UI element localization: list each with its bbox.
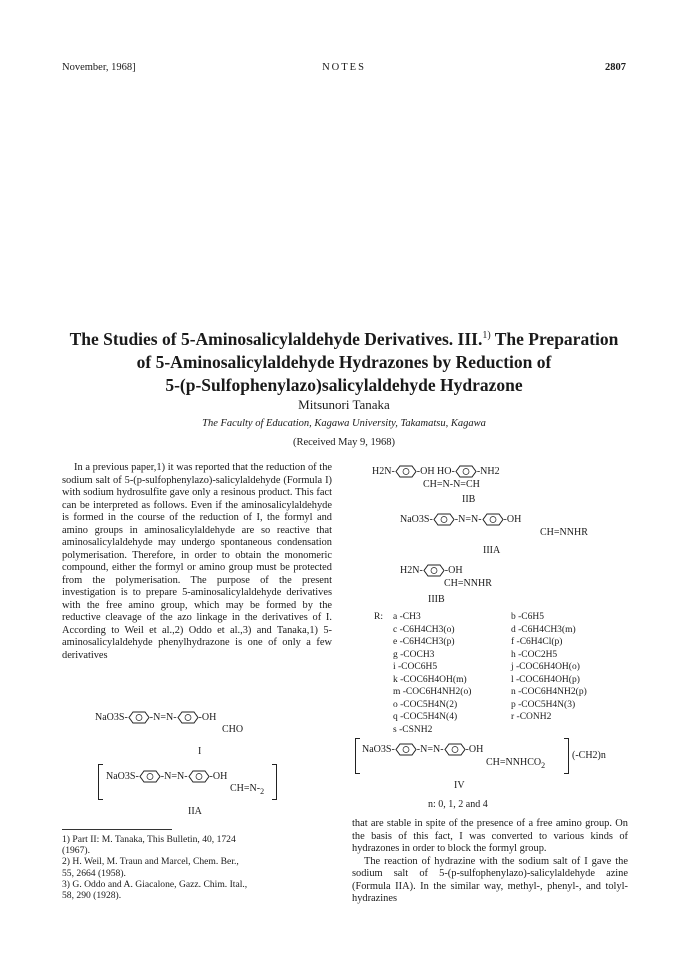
benzene-ring-icon <box>482 513 504 526</box>
benzene-ring-icon <box>433 513 455 526</box>
r-group-list-right <box>511 611 587 724</box>
formula-IIIB-label: IIIB <box>428 594 445 605</box>
formula-IV-label: IV <box>454 780 465 791</box>
author-affiliation: The Faculty of Education, Kagawa University, Takamatsu, Kagawa <box>202 418 486 429</box>
benzene-ring-icon <box>455 465 477 478</box>
article-title <box>40 324 648 397</box>
running-header-section: NOTES <box>322 62 366 73</box>
r-group-item: n -COC6H4NH2(p) <box>511 687 587 697</box>
footnote-line: 1) Part II: M. Tanaka, This Bulletin, 40, 1724 <box>62 834 236 845</box>
formula-IIIA-substituent: CH=NNHR <box>540 527 588 538</box>
formula-IIA-substituent: $CH=N-_2$ <box>230 783 265 796</box>
received-date: (Received May 9, 1968) <box>292 437 396 448</box>
r-group-item: s -CSNH2 <box>393 724 433 735</box>
r-group-item: j -COC6H4OH(o) <box>511 662 580 672</box>
bracket-left <box>355 738 360 774</box>
formula-IIIA: NaO3S- -N=N- -OH <box>400 513 522 525</box>
body-paragraph: that are stable in spite of the presence of a free amino group. On the basis of this fact, I was converted to various kinds of hydrazones in order to block the formyl group. <box>352 818 628 854</box>
footnote-line: 3) G. Oddo and A. Giacalone, Gazz. Chim. Ital., <box>62 878 248 890</box>
formula-I-label: I <box>198 746 202 757</box>
r-group-item: m -COC6H4NH2(o) <box>393 687 472 697</box>
title-line-1: The Studies of 5-Aminosalicylaldehyde Derivatives. III.$^{1)}$ The Preparation <box>69 328 619 349</box>
r-group-item: b -C6H5 <box>511 612 544 622</box>
r-group-list-left <box>393 611 471 736</box>
running-header-date: November, 1968] <box>62 62 136 73</box>
r-group-item: q -COC5H4N(4) <box>393 712 458 722</box>
formula-I: NaO3S- -N=N- -OH <box>95 711 217 723</box>
benzene-ring-icon <box>395 465 417 478</box>
footnotes <box>62 834 337 901</box>
r-group-item: e -C6H4CH3(p) <box>393 637 455 647</box>
r-group-item: h -COC2H5 <box>511 649 558 660</box>
footnote-line: 58, 290 (1928). <box>62 890 122 902</box>
footnote-line: 2) H. Weil, M. Traun and Marcel, Chem. Ber., <box>62 856 239 868</box>
formula-IV-chain: (-CH2)n <box>572 750 606 761</box>
r-group-item: g -COCH3 <box>393 649 435 660</box>
benzene-ring-icon <box>423 564 445 577</box>
formula-IIA: NaO3S- -N=N- -OH <box>106 770 228 782</box>
r-group-item: o -COC5H4N(2) <box>393 699 458 710</box>
bracket-left <box>98 764 103 800</box>
r-group-item: l -COC6H4OH(p) <box>511 674 580 685</box>
bracket-right <box>272 764 277 800</box>
formula-IIB: H2N- -OH HO- -NH2 <box>372 465 500 477</box>
benzene-ring-icon <box>395 743 417 756</box>
r-group-item: a -CH3 <box>393 612 421 622</box>
r-group-item: p -COC5H4N(3) <box>511 699 576 710</box>
benzene-ring-icon <box>177 711 199 724</box>
formula-IIIB: H2N- -OH <box>400 564 463 576</box>
r-group-item: f -C6H4Cl(p) <box>511 637 563 647</box>
title-line-3: 5-(p-Sulfophenylazo)salicylaldehyde Hydrazone <box>165 374 523 395</box>
r-group-heading: R: <box>374 612 383 622</box>
r-group-item: k -COC6H4OH(m) <box>393 674 467 685</box>
bracket-right <box>564 738 569 774</box>
footnote-line: (1967). <box>62 845 90 857</box>
r-group-item: r -CONH2 <box>511 712 552 722</box>
formula-IIIA-label: IIIA <box>483 545 501 556</box>
r-group-item: d -C6H4CH3(m) <box>511 624 576 635</box>
formula-IIB-label: IIB <box>462 494 476 505</box>
formula-IIIB-substituent: CH=NNHR <box>444 578 492 589</box>
benzene-ring-icon <box>139 770 161 783</box>
left-column-text <box>62 462 332 662</box>
formula-IV-substituent: $CH=NNHCO_2$ <box>486 757 546 770</box>
r-group-item: i -COC6H5 <box>393 662 438 672</box>
formula-IIB-linker: CH=N-N=CH <box>423 479 480 490</box>
page-number: 2807 <box>605 62 626 73</box>
footnote-rule <box>62 829 172 830</box>
right-column-text <box>352 818 628 906</box>
benzene-ring-icon <box>188 770 210 783</box>
author-name: Mitsunori Tanaka <box>298 397 390 412</box>
body-paragraph: The reaction of hydrazine with the sodium salt of I gave the sodium salt of 5-(p-sulfophenylazo)-salicylaldehyde azine (Formula IIA). In the similar way, methyl-, phenyl-, and tolyl-hydrazines <box>352 855 628 904</box>
formula-IV-n-values: n: 0, 1, 2 and 4 <box>428 799 488 810</box>
formula-IIA-label: IIA <box>188 806 202 817</box>
footnote-line: 55, 2664 (1958). <box>62 867 126 879</box>
title-line-2: of 5-Aminosalicylaldehyde Hydrazones by Reduction of <box>136 351 552 372</box>
benzene-ring-icon <box>128 711 150 724</box>
intro-paragraph: In a previous paper,1) it was reported that the reduction of the sodium salt of 5-(p-sulfophenylazo)-salicylaldehyde (Formula I) with sodium hydrosulfite gave only a resinous product. This fact can be interpreted as follows. Even if the aminosalicylaldehyde is formed in the course of the reduction of I, the formyl and amino groups in aminosalicylaldehyde are so reactive that aminosalicylaldehyde may undergo spontaneous condensation polymerisation. Therefore, in order to obtain the monomeric compound, either the formyl or amino group must be protected from the polymerisation. The purpose of the present investigation is to prepare 5-aminosalicylaldehyde derivatives with the free amino group, which may be formed by the reductive cleavage of the azo linkage in the derivatives of I. According to Weil et al.,2) Oddo et al.,3) and Tanaka,1) 5-aminosalicylaldehyde phenylhydrazone is one of only a few derivatives <box>62 462 332 661</box>
formula-IV: NaO3S- -N=N- -OH <box>362 743 484 755</box>
benzene-ring-icon <box>444 743 466 756</box>
formula-I-substituent: CHO <box>222 724 244 735</box>
r-group-item: c -C6H4CH3(o) <box>393 624 455 635</box>
